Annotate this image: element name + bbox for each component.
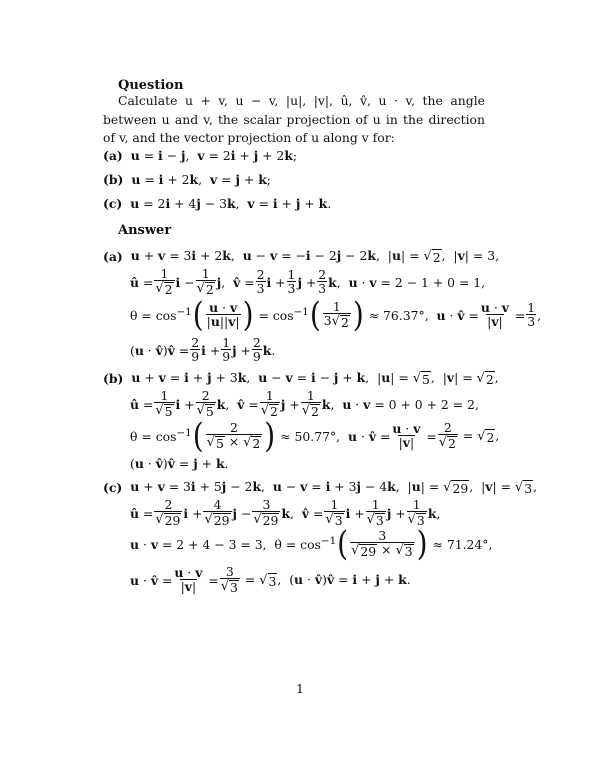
question-text: Calculate u + v, u − v, |u|, |v|, û, v̂, u · v, the angle between u and v, the scalar projection of u in the direction of v, and the vector projection of u along v for: bbox=[103, 93, 485, 146]
answer-a-line4: (u · v̂)v̂ = $\frac{2}{9}$ i + $\frac{1}{9}$ j + $\frac{2}{9}$ k. bbox=[130, 335, 276, 364]
answer-c-line3: u · v = 2 + 4 − 3 = 3, $\theta = \cos^{-1}$ ( 3 √ 29 × √ 3 ) ≈ 71.24°, bbox=[130, 523, 493, 564]
answer-c-line4: u · v̂ = $\frac{u \cdot v}{|v|}$ = 3 √ 3 = √ 3 , (u · v̂)v̂ = i + j + k. bbox=[130, 564, 411, 595]
answer-b-line1: (b) u + v = i + j + 3k, u − v = i − j + k, |u| = √ 5 , |v| = √ 2 , bbox=[103, 370, 499, 387]
answer-a-line2: û = 1 √ 2 i − 1 √ 2 j, v̂ = $\frac{2}{3}$ i + $\frac{1}{3}$ j + $\frac{2}{3}$ k, u · v = 2 − 1 + 0 = 1, bbox=[130, 266, 486, 297]
given-a: (a) u = i − j, v = 2i + j + 2k; bbox=[103, 148, 298, 163]
given-b: (b) u = i + 2k, v = j + k; bbox=[103, 172, 271, 187]
answer-c-line1: (c) u + v = 3i + 5j − 2k, u − v = i + 3j − 4k, |u| = √ 29 , |v| = √ 3 , bbox=[103, 479, 538, 496]
given-c: (c) u = 2i + 4j − 3k, v = i + j + k. bbox=[103, 196, 332, 211]
answer-c-line2: û = 2 √ 29 i + 4 √ 29 j − 3 √ 29 k, v̂ = 1 √ 3 i + 1 √ 3 j + 1 √ 3 k, bbox=[130, 497, 441, 528]
question-heading: Question bbox=[118, 78, 184, 93]
page-number: 1 bbox=[296, 681, 304, 696]
answer-b-line4: (u · v̂)v̂ = j + k. bbox=[130, 456, 229, 471]
answer-heading: Answer bbox=[118, 223, 172, 238]
answer-b-line3: $\theta = \cos^{-1}$ ( 2 √ 5 × √ 2 ) ≈ 50.77°, u · v̂ = $\frac{u \cdot v}{|v|}$ = 2 √ 2 = √ 2 , bbox=[130, 415, 500, 456]
answer-a-line1: (a) u + v = 3i + 2k, u − v = −i − 2j − 2k, |u| = √ 2 , |v| = 3, bbox=[103, 248, 500, 265]
answer-a-line3: $\theta = \cos^{-1}$ ( u · v |u||v| ) = $\cos^{-1}$ ( 1 3 √ 2 ) ≈ 76.37°, u · v̂ = $\frac{u \cdot v}{|v|}$ = $\frac{1}{3}$ , bbox=[130, 294, 542, 335]
answer-b-line2: û = 1 √ 5 i + 2 √ 5 k, v̂ = 1 √ 2 j + 1 √ 2 k, u · v = 0 + 0 + 2 = 2, bbox=[130, 388, 479, 419]
